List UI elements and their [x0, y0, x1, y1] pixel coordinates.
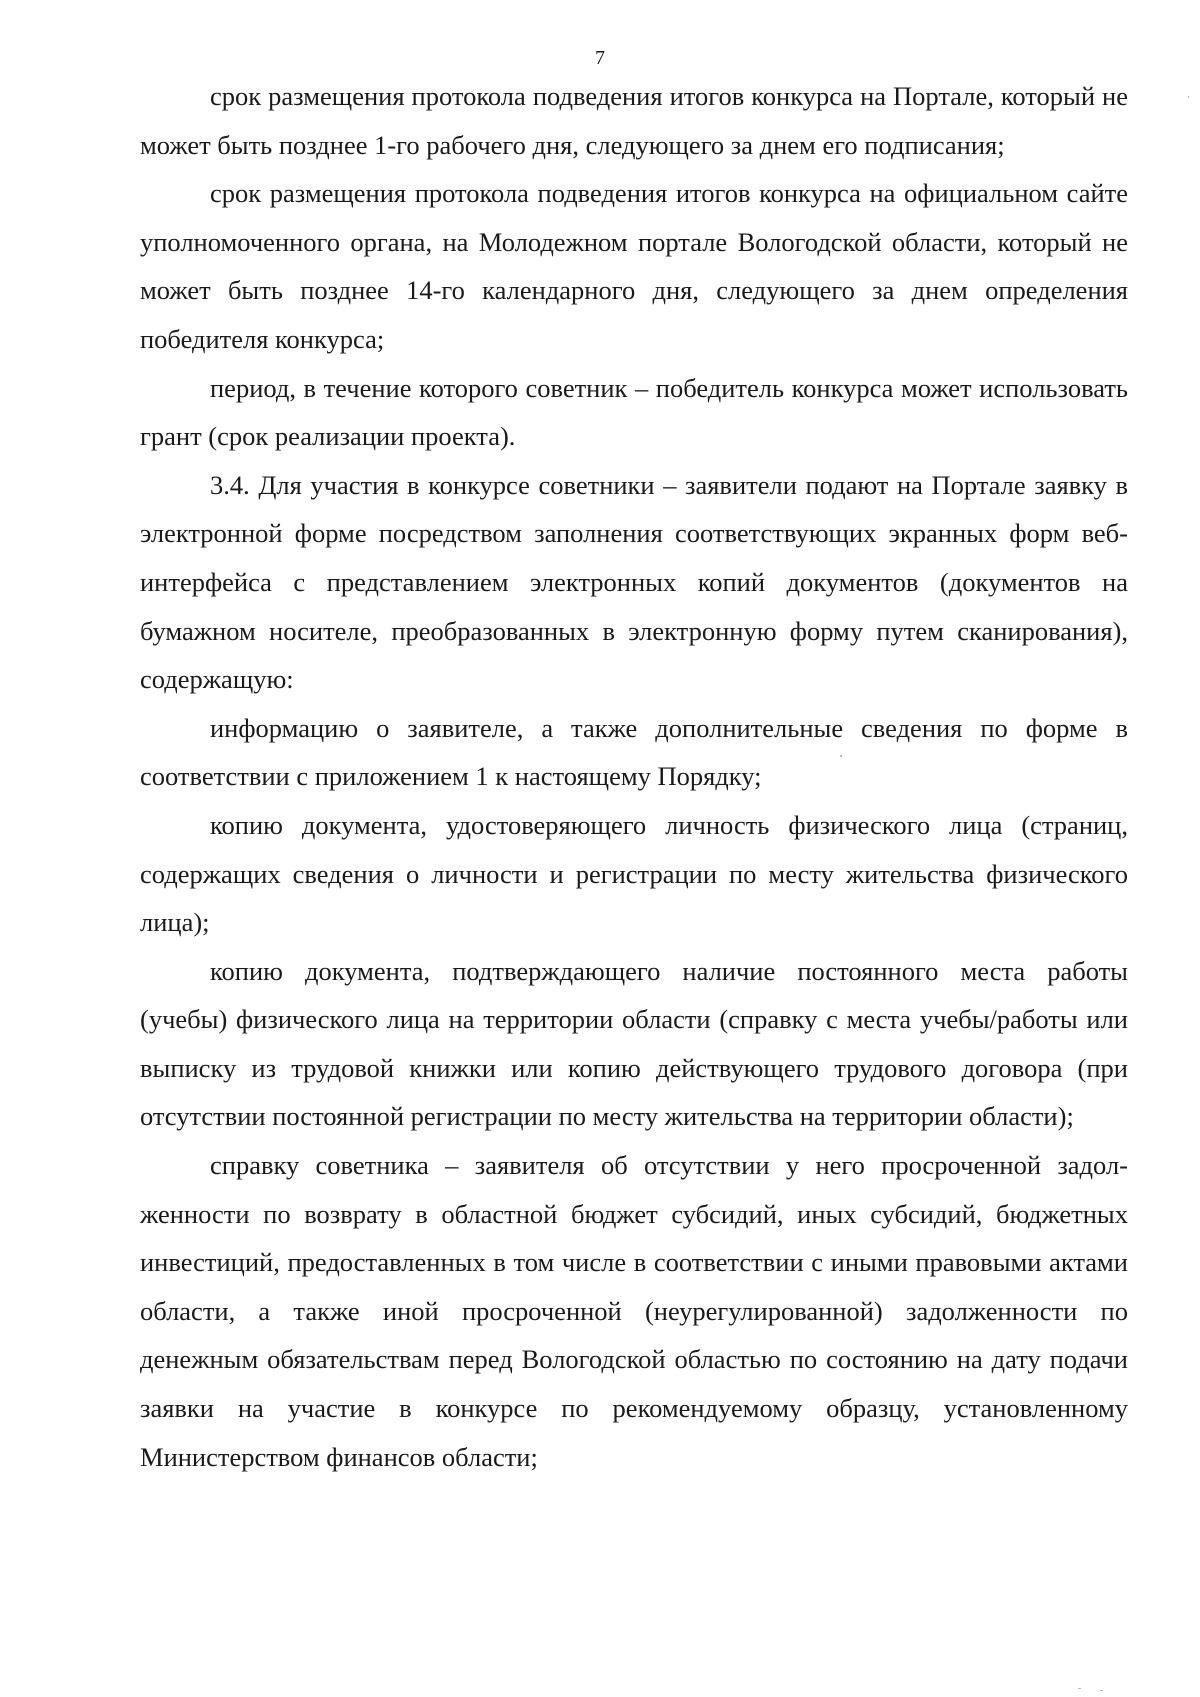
paragraph: копию документа, подтверждающего наличие постоянного места работы (учебы) физического лица на территории области (справку с места учебы/работы или выписку из трудовой книжки или копию действующего трудового договора (при отсутствии постоянной регистрации по месту жительства на территории области);	[140, 955, 1128, 1132]
scan-artifact	[1188, 96, 1189, 98]
paragraph: 3.4. Для участия в конкурсе советники – заявители подают на Портале заявку в электронной форме посредством заполнения соответствующих экранных форм веб-интерфейса с представлением электронных копий документов (документов на бумажном носителе, преобразованных в электронную форму путем сканирования), содержащую:	[140, 469, 1128, 695]
scan-artifact	[1078, 1688, 1081, 1689]
paragraph: срок размещения протокола подведения итогов конкурса на официальном сайте уполномоченного органа, на Молодежном портале Вологодской области, который не может быть позднее 14-го календарного дня, следующего за днем определения победителя конкурса;	[140, 178, 1128, 354]
paragraph: информацию о заявителе, а также дополнительные сведения по форме в соответствии с приложением 1 к настоящему Порядку;	[140, 712, 1128, 792]
paragraph: копию документа, удостоверяющего личность физического лица (страниц, содержащих сведения о личности и регистрации по месту жительства физического лица);	[140, 809, 1128, 938]
scan-artifact	[1100, 1690, 1103, 1691]
scan-artifact	[840, 755, 842, 757]
document-body	[140, 72, 1128, 1481]
page-number: 7	[595, 47, 605, 69]
paragraph: справку советника – заявителя об отсутствии у него просроченной задолженности по возврату в областной бюджет субсидий, иных субсидий, бюджетных инвестиций, предоставленных в том числе в соответствии с иными правовыми актами области, а также иной просроченной (неурегулированной) задолженности по денежным обязательствам перед Вологодской областью по состоянию на дату подачи заявки на участие в конкурсе по рекомендуемому образцу, установленному Министерством финансов области;	[140, 1150, 1128, 1472]
paragraph: период, в течение которого советник – победитель конкурса может использовать грант (срок реализации проекта).	[140, 372, 1128, 452]
paragraph: срок размещения протокола подведения итогов конкурса на Портале, который не может быть позднее 1-го рабочего дня, следующего за днем его подписания;	[140, 81, 1128, 160]
